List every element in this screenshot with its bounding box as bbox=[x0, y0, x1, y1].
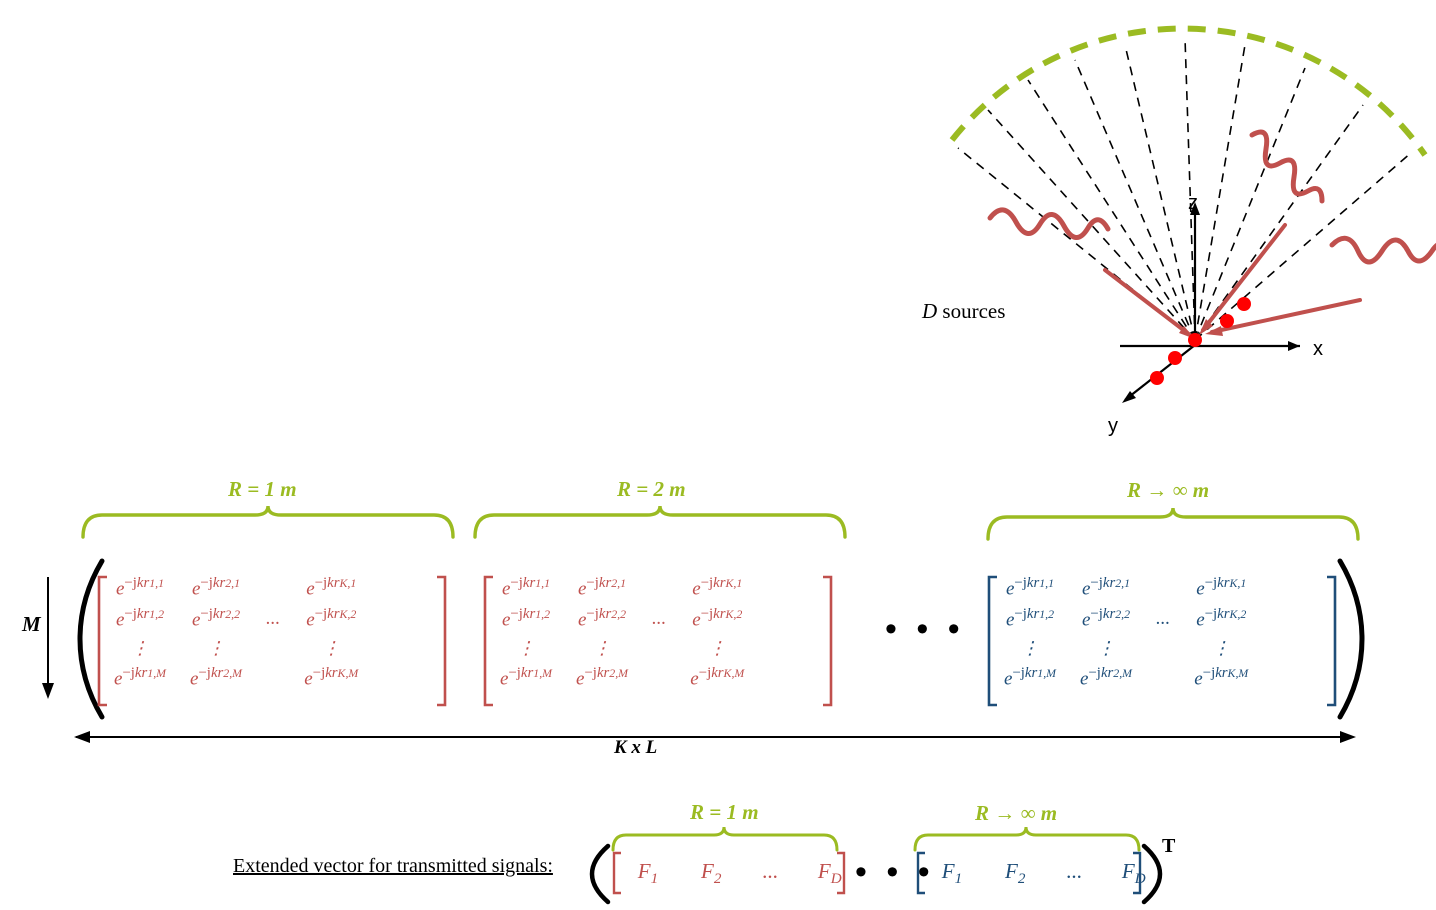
matrix-cell: $e^{-jkrK,M}$ bbox=[304, 664, 359, 689]
matrix-block-1 bbox=[488, 572, 756, 693]
vector-item: $F_D$ bbox=[817, 859, 842, 888]
vector-block-0-bracket-right bbox=[835, 851, 847, 900]
matrix-col-dimension-arrow bbox=[72, 726, 1360, 753]
matrix-brace-label-1: R = 2 m bbox=[617, 477, 686, 501]
matrix-cell: $e^{-jkr1,1}$ bbox=[501, 575, 551, 600]
matrix-cell bbox=[254, 572, 292, 603]
matrix-cell-vdots: ⋮ bbox=[708, 637, 727, 658]
matrix-cell-vdots: ⋮ bbox=[207, 637, 226, 658]
matrix-brace-2 bbox=[985, 507, 1361, 546]
matrix-cell bbox=[1144, 635, 1182, 662]
matrix-cell: $e^{-jkr1,2}$ bbox=[115, 606, 165, 631]
matrix-block-2-bracket-right bbox=[1324, 575, 1338, 712]
wavefront-arc bbox=[952, 29, 1425, 155]
matrix-block-2 bbox=[992, 572, 1260, 693]
vector-block-0 bbox=[619, 859, 859, 888]
matrix-cell: $e^{-jkrK,1}$ bbox=[306, 575, 357, 600]
matrix-cell-ellipsis: ... bbox=[266, 607, 281, 629]
sources-symbol: D bbox=[922, 299, 938, 323]
matrix-cell: $e^{-jkr1,1}$ bbox=[1005, 575, 1055, 600]
matrix-cell: $e^{-jkr1,M}$ bbox=[1004, 664, 1057, 689]
vector-item: $F_1$ bbox=[637, 859, 659, 888]
matrix-row-dimension-label: M bbox=[22, 612, 41, 636]
matrix-cell: $e^{-jkr1,2}$ bbox=[1005, 606, 1055, 631]
matrix-cell-vdots: ⋮ bbox=[131, 637, 149, 658]
vector-item: $F_1$ bbox=[941, 859, 963, 888]
matrix-cell: $e^{-jkr2,1}$ bbox=[1081, 575, 1131, 600]
table-row bbox=[488, 635, 756, 662]
matrix-cell-vdots: ⋮ bbox=[322, 637, 341, 658]
table-row bbox=[102, 635, 370, 662]
matrix-cell: $e^{-jkrK,M}$ bbox=[1194, 664, 1249, 689]
matrix-cell: $e^{-jkr2,M}$ bbox=[1080, 664, 1133, 689]
vector-block-1 bbox=[923, 859, 1163, 888]
table-row bbox=[992, 603, 1260, 634]
matrix-cell: $e^{-jkr2,1}$ bbox=[191, 575, 241, 600]
axis-label-z: z bbox=[1188, 192, 1198, 214]
matrix-cell: $e^{-jkrK,1}$ bbox=[1196, 575, 1247, 600]
sources-text: sources bbox=[937, 299, 1006, 323]
array-elements bbox=[1150, 297, 1251, 385]
vector-item-ellipsis: ... bbox=[1066, 859, 1083, 883]
matrix-cell: $e^{-jkr2,2}$ bbox=[1081, 606, 1131, 631]
matrix-brace-1 bbox=[472, 505, 848, 544]
matrix-cell bbox=[254, 662, 292, 693]
matrix-cell-vdots: ⋮ bbox=[1097, 637, 1116, 658]
ray-lines bbox=[958, 38, 1412, 340]
matrix-cell-ellipsis: ... bbox=[652, 607, 667, 629]
matrix-cell-ellipsis: ... bbox=[1156, 607, 1171, 629]
table-row bbox=[488, 603, 756, 634]
matrix-cell: $e^{-jkr2,2}$ bbox=[577, 606, 627, 631]
matrix-row-dimension-arrow bbox=[38, 575, 58, 708]
matrix-brace-label-0: R = 1 m bbox=[228, 477, 297, 501]
table-row bbox=[992, 572, 1260, 603]
table-row bbox=[992, 635, 1260, 662]
table-row bbox=[488, 662, 756, 693]
matrix-cell: $e^{-jkr1,1}$ bbox=[115, 575, 165, 600]
matrix-cell-vdots: ⋮ bbox=[1021, 637, 1039, 658]
vector-item: $F_D$ bbox=[1121, 859, 1146, 888]
table-row bbox=[102, 662, 370, 693]
matrix-cell: $e^{-jkrK,2}$ bbox=[692, 606, 743, 631]
matrix-cell: $e^{-jkrK,M}$ bbox=[690, 664, 745, 689]
matrix-cell bbox=[254, 635, 292, 662]
vector-brace-label-1: R → ∞ m bbox=[975, 801, 1058, 825]
vector-block-1-bracket-right bbox=[1131, 851, 1143, 900]
matrix-cell bbox=[1144, 572, 1182, 603]
matrix-outer-bracket-right bbox=[1336, 558, 1370, 725]
matrix-cell: $e^{-jkr1,M}$ bbox=[500, 664, 553, 689]
vector-item: $F_2$ bbox=[1005, 859, 1026, 888]
matrix-cell: $e^{-jkr1,2}$ bbox=[501, 606, 551, 631]
matrix-cell bbox=[1144, 662, 1182, 693]
matrix-cell: $e^{-jkr2,M}$ bbox=[190, 664, 243, 689]
matrix-block-0 bbox=[102, 572, 370, 693]
matrix-brace-label-2: R → ∞ m bbox=[1127, 478, 1210, 502]
matrix-cell: $e^{-jkr2,1}$ bbox=[577, 575, 627, 600]
vector-brace-label-0: R = 1 m bbox=[690, 800, 759, 824]
matrix-col-dimension-label: K x L bbox=[614, 737, 658, 758]
extended-vector-caption: Extended vector for transmitted signals: bbox=[233, 855, 553, 877]
axis-label-x: x bbox=[1313, 338, 1323, 360]
sources-label bbox=[922, 299, 1005, 324]
matrix-cell: $e^{-jkr1,M}$ bbox=[114, 664, 167, 689]
matrix-cell-vdots: ⋮ bbox=[517, 637, 535, 658]
axis-label-y: y bbox=[1108, 415, 1118, 437]
matrix-block-1-bracket-right bbox=[820, 575, 834, 712]
matrix-brace-0 bbox=[80, 505, 456, 544]
matrix-ellipsis: • • • bbox=[885, 610, 965, 648]
vector-brace-0 bbox=[610, 826, 840, 857]
vector-item-ellipsis: ... bbox=[762, 859, 779, 883]
matrix-cell: $e^{-jkrK,2}$ bbox=[306, 606, 357, 631]
matrix-cell bbox=[640, 572, 678, 603]
matrix-cell bbox=[640, 635, 678, 662]
table-row bbox=[992, 662, 1260, 693]
table-row bbox=[488, 572, 756, 603]
matrix-cell: $e^{-jkr2,M}$ bbox=[576, 664, 629, 689]
matrix-cell: $e^{-jkrK,2}$ bbox=[1196, 606, 1247, 631]
vector-item: $F_2$ bbox=[701, 859, 722, 888]
matrix-cell bbox=[640, 662, 678, 693]
table-row bbox=[102, 603, 370, 634]
matrix-cell-vdots: ⋮ bbox=[1212, 637, 1231, 658]
vector-ellipsis: • • • bbox=[855, 853, 935, 891]
vector-transpose-label: T bbox=[1162, 835, 1176, 857]
vector-outer-bracket-left bbox=[586, 843, 612, 910]
matrix-cell: $e^{-jkr2,2}$ bbox=[191, 606, 241, 631]
table-row bbox=[102, 572, 370, 603]
wave-squiggles bbox=[990, 132, 1436, 262]
matrix-cell: $e^{-jkrK,1}$ bbox=[692, 575, 743, 600]
matrix-cell-vdots: ⋮ bbox=[593, 637, 612, 658]
vector-brace-1 bbox=[912, 826, 1142, 857]
propagation-scene bbox=[900, 0, 1436, 460]
matrix-block-0-bracket-right bbox=[434, 575, 448, 712]
